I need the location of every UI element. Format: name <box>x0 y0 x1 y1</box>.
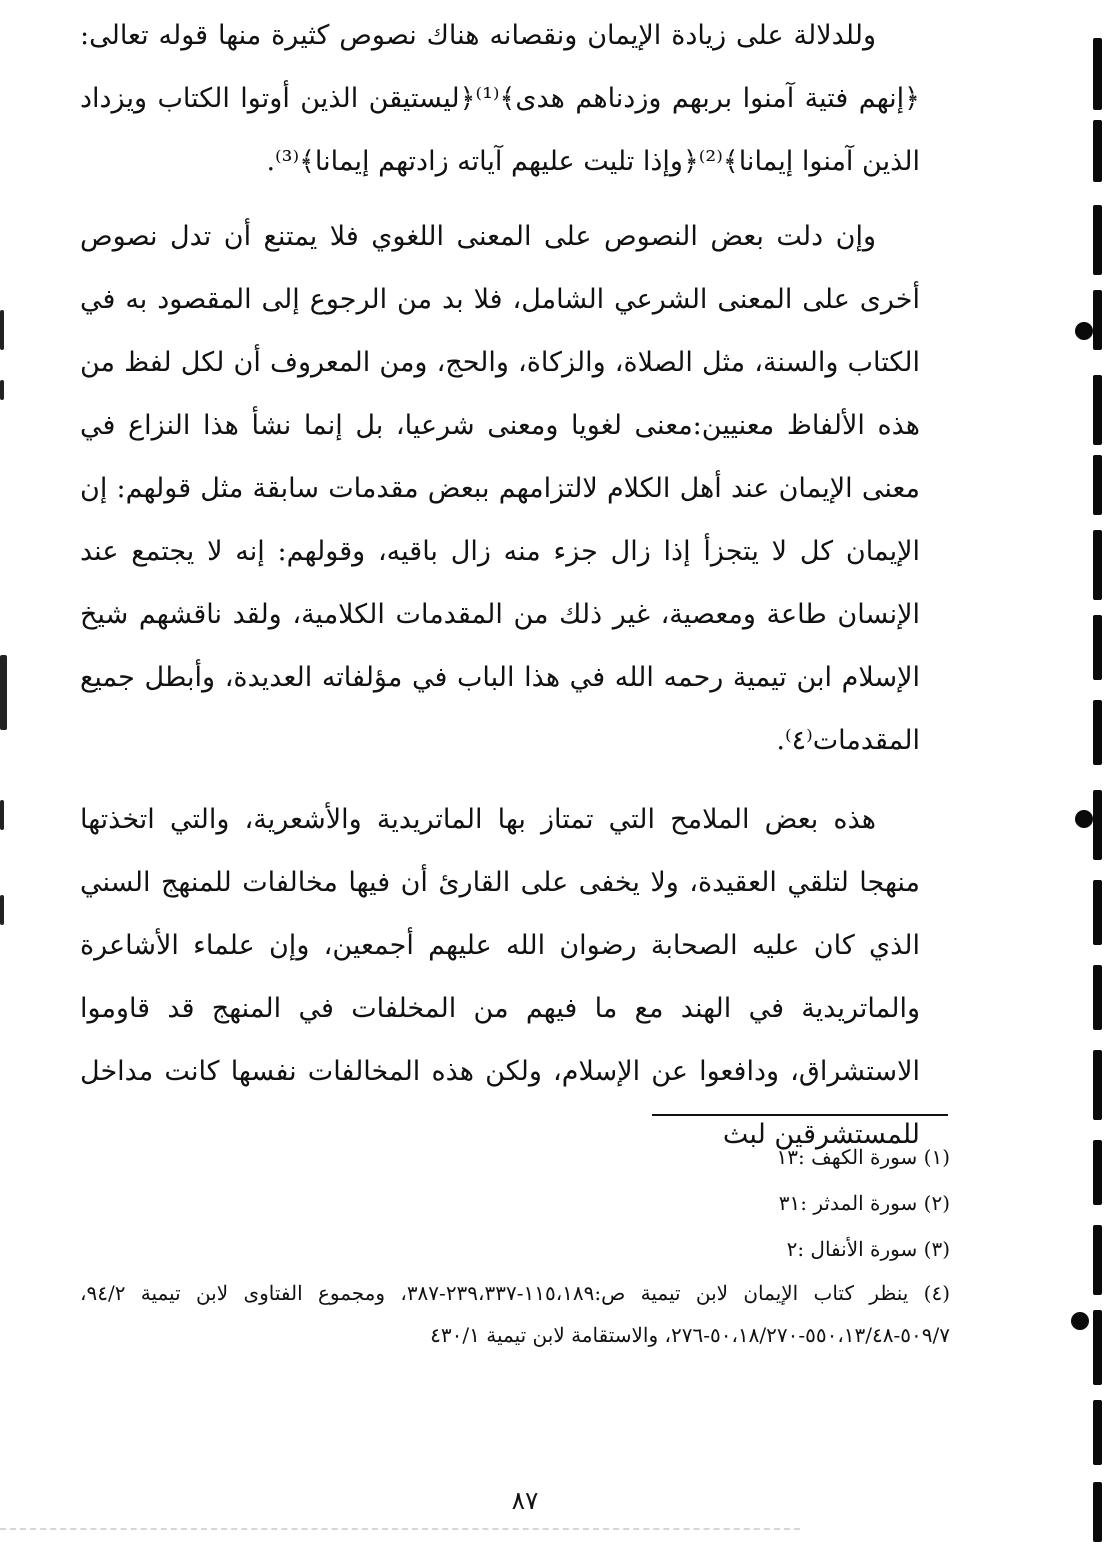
page-number: ٨٧ <box>511 1486 539 1515</box>
binding-bar <box>1093 455 1102 515</box>
binding-bar <box>1093 790 1102 860</box>
edge-tick <box>0 380 4 400</box>
binding-bar <box>1093 700 1102 765</box>
paragraph-maturidiyya-asharism <box>80 788 920 1166</box>
footnote-3: (٣) سورة الأنفال :٢ <box>786 1237 950 1261</box>
binding-bar <box>1093 880 1102 945</box>
binding-bar <box>1093 290 1102 350</box>
paragraph-increase-of-faith <box>80 4 920 193</box>
paragraph-linguistic-meaning <box>80 205 920 772</box>
binding-bar <box>1093 530 1102 600</box>
binding-bar <box>1093 38 1102 110</box>
edge-tick <box>0 310 4 350</box>
footnote-divider <box>652 1114 948 1116</box>
edge-tick <box>0 895 4 925</box>
bottom-scan-artifact <box>0 1528 800 1540</box>
binding-bar <box>1093 1140 1102 1205</box>
binding-bar <box>1093 375 1102 445</box>
paragraph-text: وللدلالة على زيادة الإيمان ونقصانه هناك نصوص كثيرة منها قوله تعالى:﴿إنهم فتية آمنوا بربهم وزدناهم هدى﴾⁽¹⁾﴿ليستيقن الذين أوتوا الكتاب ويزداد الذين آمنوا إيمانا﴾⁽²⁾﴿وإذا تليت عليهم آياته زادتهم إيمانا﴾⁽³⁾. <box>80 20 920 177</box>
footnote-4: (٤) ينظر كتاب الإيمان لابن تيمية ص:١١٥،١٨٩-٢٣٩،٣٣٧-٣٨٧، ومجموع الفتاوى لابن تيمية ٩٤/٢، ٥٠٩/٧-٥٥٠،١٣/٤٨-٥٠،١٨/٢٧٠-٢٧٦، والاستقامة لابن تيمية ٤٣٠/١ <box>80 1281 950 1347</box>
binding-marks <box>1083 0 1105 1542</box>
binding-bar <box>1093 120 1102 182</box>
binding-dot <box>1075 322 1093 340</box>
paragraph-text: هذه بعض الملامح التي تمتاز بها الماتريدية والأشعرية، والتي اتخذتها منهجا لتلقي العقيدة، ولا يخفى على القارئ أن فيها مخالفات للمنهج السني الذي كان عليه الصحابة رضوان الله عليهم أجمعين، وإن علماء الأشاعرة والماتريدية في الهند مع ما فيهم من المخلفات في المنهج قد قاوموا الاستشراق، ودافعوا عن الإسلام، ولكن هذه المخالفات نفسها كانت مداخل للمستشرقين لبث <box>80 804 920 1150</box>
binding-bar <box>1093 1400 1102 1465</box>
binding-bar <box>1093 205 1102 275</box>
left-edge-marks <box>0 0 12 1542</box>
binding-bar <box>1093 965 1102 1030</box>
edge-tick <box>0 655 7 730</box>
edge-tick <box>0 800 4 830</box>
binding-dot <box>1071 1312 1089 1330</box>
binding-bar <box>1093 1482 1102 1542</box>
footnote-1: (١) سورة الكهف :١٣ <box>776 1145 950 1169</box>
footnotes-section <box>80 1134 950 1356</box>
footnote-2: (٢) سورة المدثر :٣١ <box>778 1191 950 1215</box>
binding-bar <box>1093 615 1102 680</box>
binding-dot <box>1075 810 1093 828</box>
binding-bar <box>1093 1050 1102 1120</box>
paragraph-text: وإن دلت بعض النصوص على المعنى اللغوي فلا يمتنع أن تدل نصوص أخرى على المعنى الشرعي الشامل، فلا بد من الرجوع إلى المقصود به في الكتاب والسنة، مثل الصلاة، والزكاة، والحج، ومن المعروف أن لكل لفظ من هذه الألفاظ معنيين:معنى لغويا ومعنى شرعيا، بل إنما نشأ هذا النزاع في معنى الإيمان عند أهل الكلام لالتزامهم ببعض مقدمات سابقة مثل قولهم: إن الإيمان كل لا يتجزأ إذا زال جزء منه زال باقيه، وقولهم: إنه لا يجتمع عند الإنسان طاعة ومعصية، غير ذلك من المقدمات الكلامية، ولقد ناقشهم شيخ الإسلام ابن تيمية رحمه الله في هذا الباب في مؤلفاته العديدة، وأبطل جميع المقدمات⁽٤⁾. <box>80 221 920 756</box>
binding-bar <box>1093 1310 1102 1385</box>
binding-bar <box>1093 1225 1102 1295</box>
